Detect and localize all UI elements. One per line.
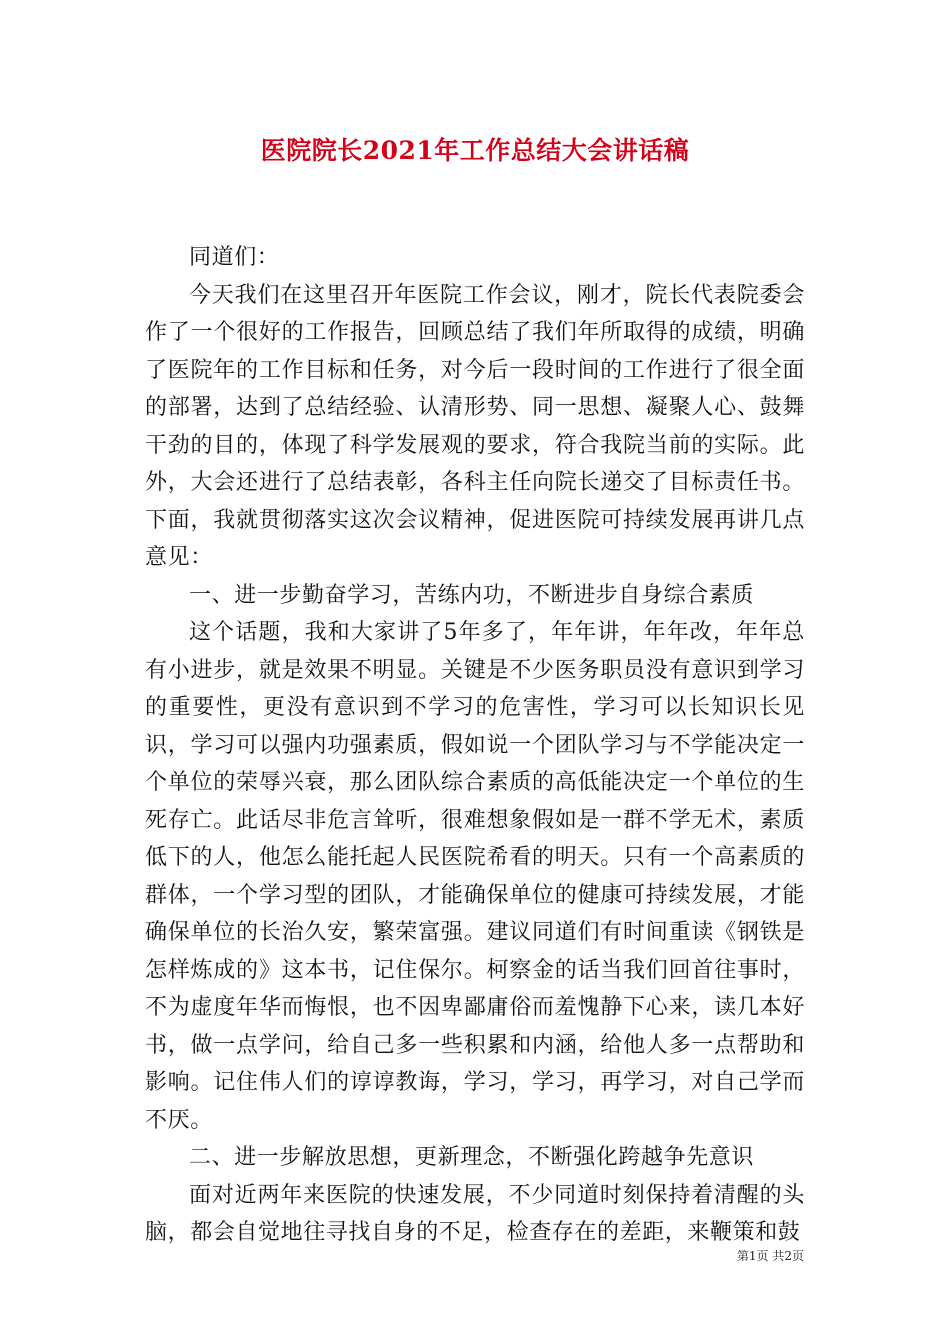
document-body: [145, 239, 805, 1252]
page-number-footer: 第1页 共2页: [736, 1249, 804, 1263]
section-2-paragraph: 面对近两年来医院的快速发展，不少同道时刻保持着清醒的头脑，都会自觉地往寻找自身的不足，检查存在的差距，来鞭策和鼓: [145, 1182, 805, 1245]
section-1-paragraph: 这个话题，我和大家讲了5年多了，年年讲，年年改，年年总有小进步，就是效果不明显。关键是不少医务职员没有意识到学习的重要性，更没有意识到不学习的危害性，学习可以长知识长见识，学习可以强内功强素质，假如说一个团队学习与不学能决定一个单位的荣辱兴衰，那么团队综合素质的高低能决定一个单位的生死存亡。此话尽非危言耸听，很难想象假如是一群不学无术，素质低下的人，他怎么能托起人民医院希看的明天。只有一个高素质的群体，一个学习型的团队，才能确保单位的健康可持续发展，才能确保单位的长治久安，繁荣富强。建议同道们有时间重读《钢铁是怎样炼成的》这本书，记住保尔。柯察金的话当我们回首往事时，不为虚度年华而悔恨，也不因卑鄙庸俗而羞愧静下心来，读几本好书，做一点学问，给自己多一些积累和内涵，给他人多一点帮助和影响。记住伟人们的谆谆教诲，学习，学习，再学习，对自己学而不厌。: [145, 620, 805, 1133]
greeting-paragraph: 同道们：: [189, 245, 280, 270]
section-heading-2: 二、进一步解放思想，更新理念，不断强化跨越争先意识: [189, 1145, 755, 1170]
intro-paragraph: 今天我们在这里召开年医院工作会议，刚才，院长代表院委会作了一个很好的工作报告，回顾总结了我们年所取得的成绩，明确了医院年的工作目标和任务，对今后一段时间的工作进行了很全面的部署，达到了总结经验、认清形势、同一思想、凝聚人心、鼓舞干劲的目的，体现了科学发展观的要求，符合我院当前的实际。此外，大会还进行了总结表彰，各科主任向院长递交了目标责任书。下面，我就贯彻落实这次会议精神，促进医院可持续发展再讲几点意见：: [145, 282, 805, 570]
section-heading-1: 一、进一步勤奋学习，苦练内功，不断进步自身综合素质: [189, 582, 755, 608]
document-title: 医院院长2021年工作总结大会讲话稿: [260, 136, 690, 165]
